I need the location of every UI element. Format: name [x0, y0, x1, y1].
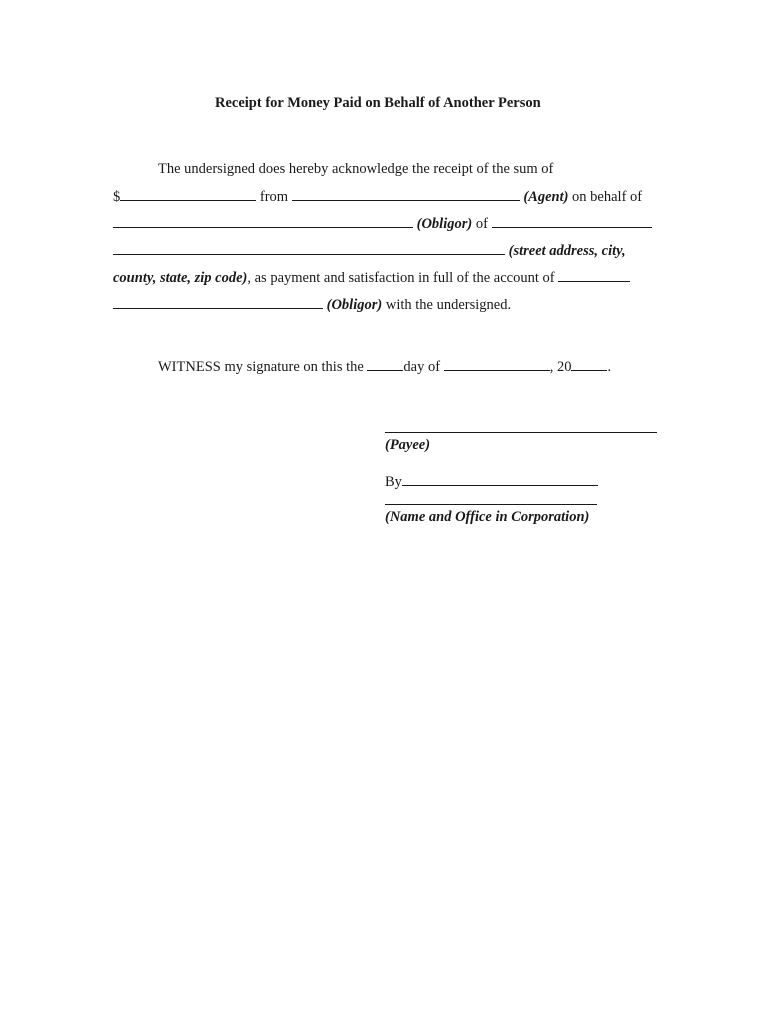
month-blank[interactable] — [444, 357, 550, 371]
amount-line — [113, 187, 642, 206]
address-line — [113, 241, 626, 260]
account-obligor-blank-2[interactable] — [113, 295, 323, 309]
by-line — [385, 472, 598, 491]
account-obligor-blank-1[interactable] — [558, 268, 630, 282]
obligor-line — [113, 214, 652, 233]
account-line — [113, 268, 630, 287]
account-obligor-line — [113, 295, 511, 314]
payee-label: (Payee) — [385, 437, 431, 453]
with-undersigned-text: with the undersigned. — [385, 297, 512, 313]
witness-line — [158, 357, 611, 376]
dollar-sign: $ — [113, 189, 121, 205]
payee-signature-line[interactable] — [385, 432, 657, 433]
document-title: Receipt for Money Paid on Behalf of Another Person — [215, 95, 541, 111]
amount-blank[interactable] — [120, 187, 256, 201]
day-of-label: day of — [403, 359, 441, 375]
county-state-zip-label: county, state, zip code) — [113, 270, 248, 286]
agent-label: (Agent) — [523, 189, 569, 205]
obligor-address-blank-1[interactable] — [492, 214, 652, 228]
obligor-label: (Obligor) — [416, 216, 473, 232]
on-behalf-of-label: on behalf of — [572, 189, 643, 205]
by-label: By — [385, 474, 402, 490]
of-label: of — [475, 216, 488, 232]
obligor-name-blank[interactable] — [113, 214, 413, 228]
year-prefix: , 20 — [549, 359, 572, 375]
year-blank[interactable] — [571, 357, 607, 371]
witness-end: . — [607, 359, 612, 375]
from-label: from — [259, 189, 289, 205]
agent-name-blank[interactable] — [292, 187, 520, 201]
receipt-intro-line — [158, 160, 553, 178]
street-address-label: (street address, city, — [508, 243, 626, 259]
receipt-intro-text: The undersigned does hereby acknowledge the receipt of the sum of — [158, 161, 554, 177]
obligor-address-blank-2[interactable] — [113, 241, 505, 255]
payment-satisfaction-text: , as payment and satisfaction in full of the account of — [247, 270, 555, 286]
obligor-label-2: (Obligor) — [326, 297, 383, 313]
day-blank[interactable] — [367, 357, 403, 371]
name-office-label: (Name and Office in Corporation) — [385, 509, 590, 525]
witness-text: WITNESS my signature on this the — [158, 359, 364, 375]
name-office-line[interactable] — [385, 504, 597, 505]
by-signature-blank[interactable] — [402, 472, 598, 486]
